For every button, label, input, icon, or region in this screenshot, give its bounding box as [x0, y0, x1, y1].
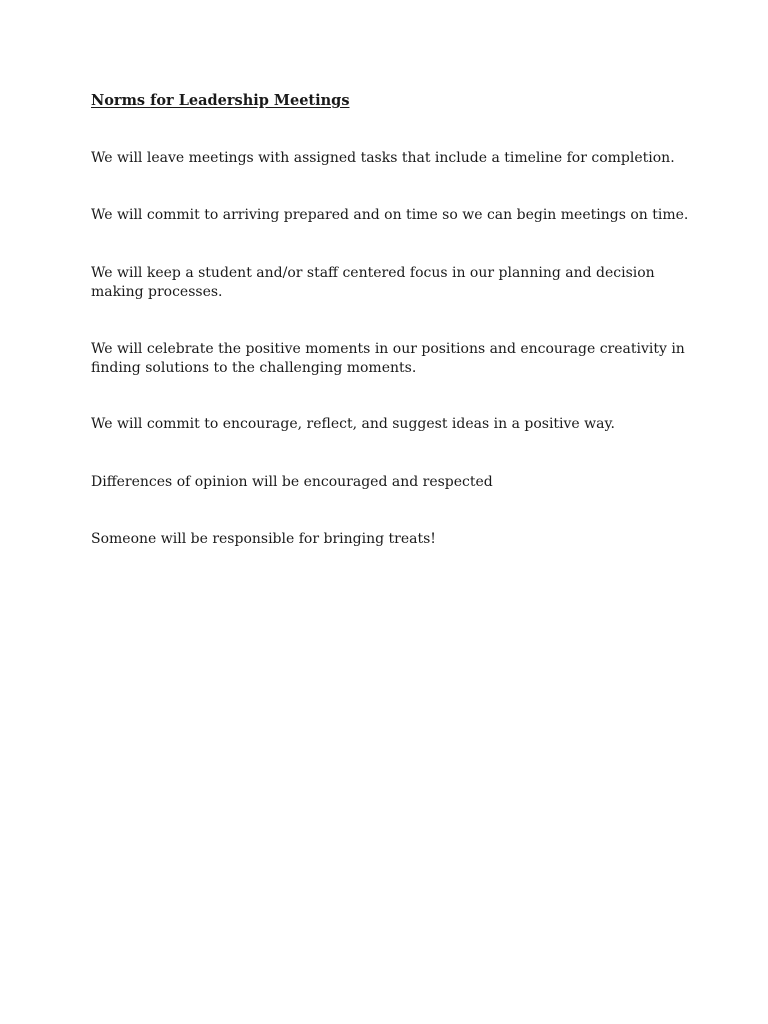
norm-item: We will leave meetings with assigned tasks that include a timeline for completion. [91, 150, 675, 166]
norm-item: Someone will be responsible for bringing treats! [91, 531, 436, 547]
norm-item: We will commit to arriving prepared and on time so we can begin meetings on time. [91, 207, 689, 223]
norm-item: We will commit to encourage, reflect, and suggest ideas in a positive way. [91, 416, 615, 432]
norm-item: We will keep a student and/or staff centered focus in our planning and decision making processes. [91, 265, 655, 300]
document-title: Norms for Leadership Meetings [91, 92, 350, 109]
norm-item: We will celebrate the positive moments in our positions and encourage creativity in finding solutions to the challenging moments. [91, 341, 685, 376]
norm-item: Differences of opinion will be encouraged and respected [91, 474, 493, 490]
